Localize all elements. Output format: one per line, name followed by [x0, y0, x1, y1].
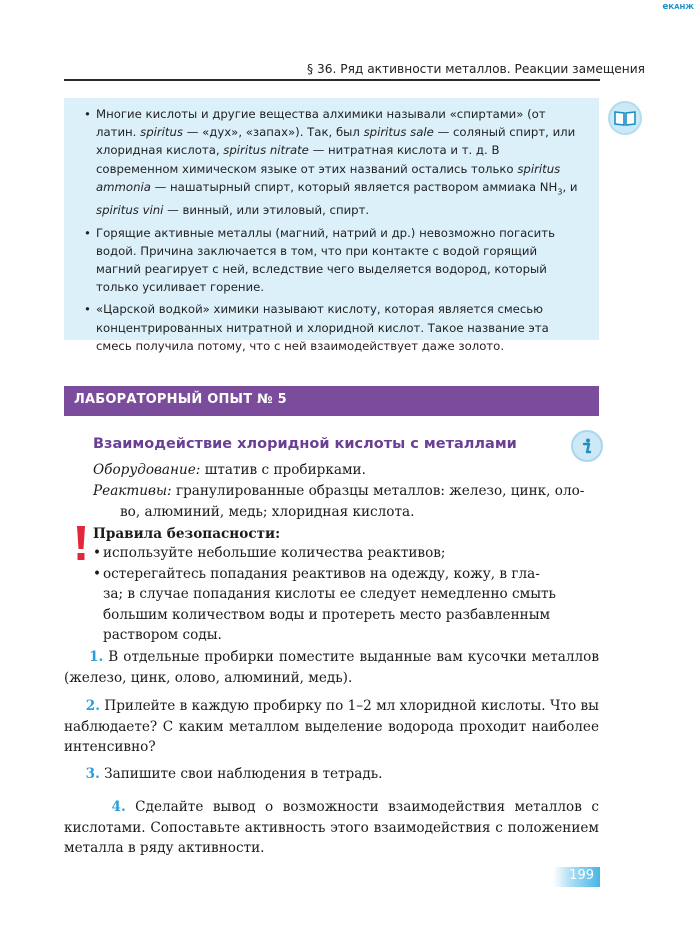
publisher-logo: eКАНЖ [662, 2, 694, 12]
safety-title: Правила безопасности: [93, 526, 281, 542]
book-icon [608, 101, 642, 135]
procedure-step: 3. Запишите свои наблюдения в тетрадь. [85, 766, 383, 782]
safety-list [93, 543, 598, 646]
fact-box [64, 98, 599, 353]
header-rule [64, 79, 600, 81]
equipment-line: Оборудование: штатив с пробирками. [93, 462, 366, 478]
procedure-step: 1. В отдельные пробирки поместите выданные вам кусочки металлов (железо, цинк, олово, алюминий, медь). [64, 649, 599, 686]
running-header: § 36. Ряд активности металлов. Реакции замещения [307, 62, 646, 76]
fact-item: • Многие кислоты и другие вещества алхимики называли «спиртами» (от латин. spiritus — «дух», «запах»). Так, был spiritus sale — соляный спирт, или хлоридная кислота, spiritus nitrate — нитратная кислота и т. д. В современном химическом языке от этих названий остались только spiritus ammonia — нашатырный спирт, который является раствором аммиака $NH_3$, и spiritus vini — винный, или этиловый, спирт. [84, 105, 583, 220]
lab-banner-label: ЛАБОРАТОРНЫЙ ОПЫТ № 5 [74, 392, 287, 407]
lab-banner [64, 386, 599, 416]
page-number-tab [553, 867, 600, 887]
warning-icon [71, 526, 91, 562]
lab-title: Взаимодействие хлоридной кислоты с металлами [93, 436, 517, 452]
safety-item: • остерегайтесь попадания реактивов на одежду, кожу, в гла- за; в случае попадания кислоты ее следует немедленно смыть большим количеством воды и протереть место разбавленным раствором соды. [93, 564, 598, 646]
reagents-line: Реактивы: гранулированные образцы металлов: железо, цинк, оло- во, алюминий, медь; хлоридная кислота. [93, 483, 585, 520]
fact-item: • Горящие активные металлы (магний, натрий и др.) невозможно погасить водой. Причина заключается в том, что при контакте с водой горящий магний реагирует с ней, вследствие чего выделяется водород, который только усиливает горение. [84, 224, 583, 297]
safety-item: • используйте небольшие количества реактивов; [93, 543, 598, 564]
procedure-step: 2. Прилейте в каждую пробирку по 1–2 мл хлоридной кислоты. Что вы наблюдаете? С каким металлом выделение водорода проходит наиболее интенсивно? [64, 698, 600, 755]
page-number: 199 [569, 868, 594, 883]
fact-item: • «Царской водкой» химики называют кислоту, которая является смесью концентрированных нитратной и хлоридной кислот. Такое название эта смесь получила потому, что с ней взаимодействует даже золото. [84, 300, 583, 355]
info-icon [571, 430, 603, 462]
procedure-step: 4. Сделайте вывод о возможности взаимодействия металлов с кислотами. Сопоставьте активность этого взаимодействия с положением металла в ряду активности. [64, 799, 599, 856]
